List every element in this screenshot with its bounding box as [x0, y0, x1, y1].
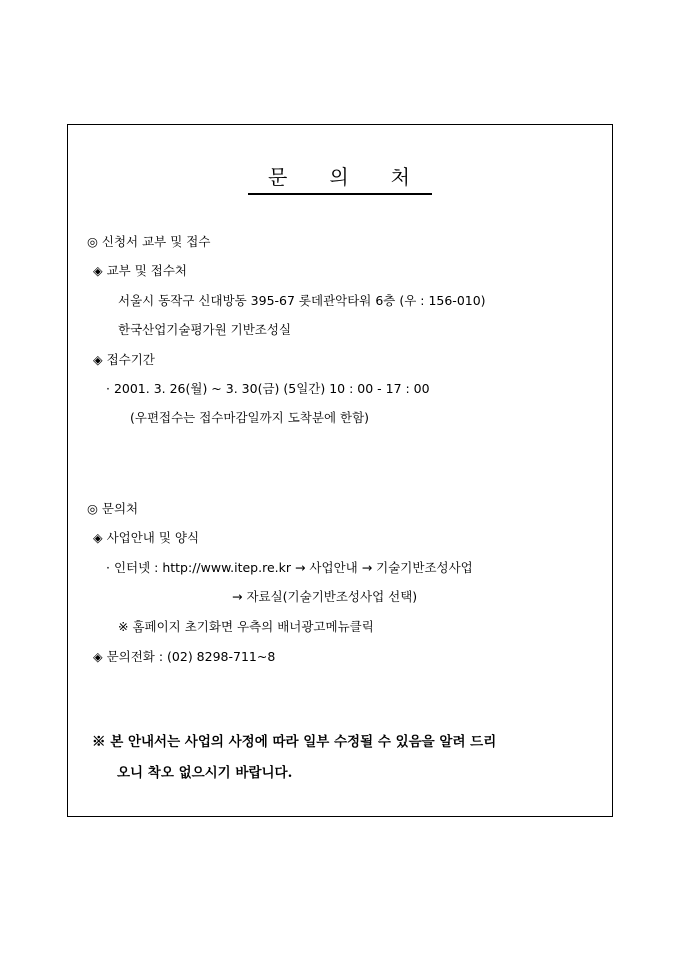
homepage-note: ※ 홈페이지 초기화면 우측의 배너광고메뉴클릭: [118, 619, 374, 634]
address-text: 서울시 동작구 신대방동 395-67 롯데관악타워 6층 (우 : 156-010): [118, 293, 486, 308]
title-char: 의: [329, 165, 351, 189]
page-title: [68, 161, 612, 195]
organization-text: 한국산업기술평가원 기반조성실: [118, 322, 292, 337]
section-heading-application: ◎ 신청서 교부 및 접수: [87, 234, 211, 249]
subheading-period: ◈ 접수기간: [93, 352, 155, 367]
document-frame: [67, 124, 613, 817]
phone-text: ◈ 문의전화 : (02) 8298-711~8: [93, 649, 276, 664]
postal-note: (우편접수는 접수마감일까지 도착분에 한함): [130, 410, 370, 425]
period-text: · 2001. 3. 26(월) ~ 3. 30(금) (5일간) 10 : 00 - 17 : 00: [106, 381, 430, 396]
title-char: 문: [268, 165, 290, 189]
title-char: 처: [390, 165, 412, 189]
notice-line-2: 오니 착오 없으시기 바랍니다.: [117, 765, 293, 781]
subheading-issue-location: ◈ 교부 및 접수처: [93, 263, 187, 278]
title-underline: [248, 161, 432, 195]
subheading-guide-forms: ◈ 사업안내 및 양식: [93, 530, 200, 545]
internet-path-continued: → 자료실(기술기반조성사업 선택): [232, 589, 418, 604]
section-heading-contact: ◎ 문의처: [87, 501, 139, 516]
internet-path-text: · 인터넷 : http://www.itep.re.kr → 사업안내 → 기술기반조성사업: [106, 560, 473, 575]
notice-line-1: ※ 본 안내서는 사업의 사정에 따라 일부 수정될 수 있음을 알려 드리: [92, 734, 497, 750]
